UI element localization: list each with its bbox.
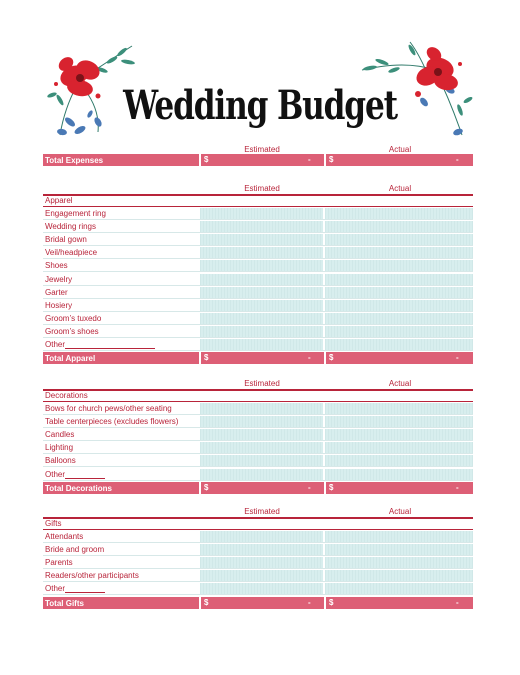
list-item xyxy=(43,299,473,312)
estimated-cell[interactable] xyxy=(200,274,323,285)
estimated-value[interactable]: - xyxy=(308,155,311,164)
actual-value[interactable]: - xyxy=(456,598,459,607)
item-label xyxy=(45,545,104,554)
column-header-actual: Actual xyxy=(388,145,412,154)
actual-cell[interactable] xyxy=(325,429,473,440)
item-label-text: Parents xyxy=(45,558,73,567)
row-divider xyxy=(43,271,473,272)
item-label-text: Bridal gown xyxy=(45,235,87,244)
actual-cell[interactable] xyxy=(325,260,473,271)
item-label xyxy=(45,327,99,336)
list-item xyxy=(43,312,473,325)
item-label-text: Lighting xyxy=(45,443,74,452)
item-label xyxy=(45,532,83,541)
list-item xyxy=(43,428,473,441)
column-header-estimated: Estimated xyxy=(244,184,280,193)
total-expenses-label: Total Expenses xyxy=(45,156,104,165)
actual-cell[interactable] xyxy=(325,326,473,337)
item-label xyxy=(45,443,73,452)
estimated-cell[interactable] xyxy=(200,221,323,232)
actual-cell[interactable] xyxy=(325,544,473,555)
column-header-actual: Actual xyxy=(388,507,412,516)
estimated-cell[interactable] xyxy=(200,339,323,350)
item-label-text: Wedding rings xyxy=(45,222,96,231)
item-label xyxy=(45,470,105,479)
item-label-text: Attendants xyxy=(45,532,84,541)
item-label xyxy=(45,430,74,439)
actual-value[interactable]: - xyxy=(456,353,459,362)
actual-cell[interactable] xyxy=(325,339,473,350)
divider xyxy=(324,482,326,494)
section-rule xyxy=(43,194,473,196)
estimated-cell[interactable] xyxy=(200,234,323,245)
estimated-currency: $ xyxy=(204,353,209,362)
section-heading-apparel: Apparel xyxy=(45,196,73,205)
item-label-text: Groom’s shoes xyxy=(45,327,99,336)
item-label xyxy=(45,584,105,593)
row-divider xyxy=(43,480,473,481)
item-label xyxy=(45,571,139,580)
item-label-text: Veil/headpiece xyxy=(45,248,98,257)
item-label xyxy=(45,222,96,231)
actual-currency: $ xyxy=(329,353,334,362)
section-heading-gifts: Gifts xyxy=(45,519,62,528)
write-in-line[interactable] xyxy=(65,472,105,479)
estimated-cell[interactable] xyxy=(200,544,323,555)
divider xyxy=(199,597,201,609)
actual-cell[interactable] xyxy=(325,455,473,466)
actual-cell[interactable] xyxy=(325,221,473,232)
estimated-cell[interactable] xyxy=(200,287,323,298)
item-label-text: Engagement ring xyxy=(45,209,106,218)
estimated-cell[interactable] xyxy=(200,247,323,258)
item-label-text: Bows for church pews/other seating xyxy=(45,404,172,413)
divider xyxy=(199,482,201,494)
item-label-text: Hosiery xyxy=(45,301,73,310)
estimated-value[interactable]: - xyxy=(308,353,311,362)
list-item xyxy=(43,402,473,415)
section-rule xyxy=(43,389,473,391)
actual-cell[interactable] xyxy=(325,208,473,219)
item-label xyxy=(45,404,172,413)
actual-cell[interactable] xyxy=(325,234,473,245)
estimated-cell[interactable] xyxy=(200,326,323,337)
list-item xyxy=(43,415,473,428)
actual-cell[interactable] xyxy=(325,300,473,311)
total-expenses-row xyxy=(43,154,473,166)
estimated-cell[interactable] xyxy=(200,208,323,219)
row-divider xyxy=(43,466,473,467)
actual-cell[interactable] xyxy=(325,416,473,427)
list-item xyxy=(43,273,473,286)
item-label-text: Shoes xyxy=(45,261,68,270)
divider xyxy=(324,352,326,364)
estimated-currency: $ xyxy=(204,483,209,492)
list-item xyxy=(43,468,473,481)
section-heading-decorations: Decorations xyxy=(45,391,88,400)
item-label xyxy=(45,275,72,284)
estimated-cell[interactable] xyxy=(200,455,323,466)
estimated-cell[interactable] xyxy=(200,583,323,594)
write-in-line[interactable] xyxy=(65,342,155,349)
estimated-cell[interactable] xyxy=(200,416,323,427)
list-item xyxy=(43,286,473,299)
item-label xyxy=(45,209,106,218)
actual-cell[interactable] xyxy=(325,247,473,258)
list-item xyxy=(43,530,473,543)
total-row-apparel xyxy=(43,352,473,364)
item-label xyxy=(45,417,178,426)
item-label-text: Readers/other participants xyxy=(45,571,139,580)
divider xyxy=(324,597,326,609)
estimated-cell[interactable] xyxy=(200,570,323,581)
column-header-estimated: Estimated xyxy=(244,507,280,516)
page-title: Wedding Budget xyxy=(123,82,397,129)
list-item xyxy=(43,207,473,220)
total-label: Total Decorations xyxy=(45,484,112,493)
actual-cell[interactable] xyxy=(325,531,473,542)
list-item xyxy=(43,325,473,338)
estimated-cell[interactable] xyxy=(200,260,323,271)
column-header-actual: Actual xyxy=(388,184,412,193)
actual-cell[interactable] xyxy=(325,469,473,480)
divider xyxy=(199,352,201,364)
list-item xyxy=(43,582,473,595)
actual-cell[interactable] xyxy=(325,583,473,594)
actual-value[interactable]: - xyxy=(456,483,459,492)
list-item xyxy=(43,246,473,259)
actual-value[interactable]: - xyxy=(456,155,459,164)
column-header-estimated: Estimated xyxy=(244,145,280,154)
item-label xyxy=(45,558,73,567)
section-rule xyxy=(43,517,473,519)
actual-currency: $ xyxy=(329,155,334,164)
actual-cell[interactable] xyxy=(325,403,473,414)
divider xyxy=(324,154,326,166)
item-label-text: Other xyxy=(45,340,66,349)
list-item xyxy=(43,569,473,582)
actual-currency: $ xyxy=(329,483,334,492)
item-label xyxy=(45,248,97,257)
actual-cell[interactable] xyxy=(325,570,473,581)
estimated-cell[interactable] xyxy=(200,429,323,440)
item-label-text: Balloons xyxy=(45,456,76,465)
estimated-cell[interactable] xyxy=(200,531,323,542)
actual-cell[interactable] xyxy=(325,442,473,453)
list-item xyxy=(43,220,473,233)
item-label-text: Jewelry xyxy=(45,275,73,284)
item-label-text: Table centerpieces (excludes flowers) xyxy=(45,417,179,426)
actual-currency: $ xyxy=(329,598,334,607)
estimated-currency: $ xyxy=(204,155,209,164)
item-label xyxy=(45,301,72,310)
estimated-currency: $ xyxy=(204,598,209,607)
estimated-cell[interactable] xyxy=(200,557,323,568)
item-label xyxy=(45,314,101,323)
list-item xyxy=(43,543,473,556)
item-label-text: Bride and groom xyxy=(45,545,105,554)
list-item xyxy=(43,233,473,246)
item-label xyxy=(45,288,68,297)
list-item xyxy=(43,556,473,569)
estimated-cell[interactable] xyxy=(200,313,323,324)
row-divider xyxy=(43,350,473,351)
estimated-cell[interactable] xyxy=(200,469,323,480)
column-header-actual: Actual xyxy=(388,379,412,388)
actual-cell[interactable] xyxy=(325,313,473,324)
divider xyxy=(199,154,201,166)
estimated-value[interactable]: - xyxy=(308,598,311,607)
write-in-line[interactable] xyxy=(65,586,105,593)
item-label xyxy=(45,340,155,349)
item-label xyxy=(45,456,76,465)
item-label-text: Garter xyxy=(45,288,68,297)
column-header-estimated: Estimated xyxy=(244,379,280,388)
actual-cell[interactable] xyxy=(325,557,473,568)
total-row-decorations xyxy=(43,482,473,494)
actual-cell[interactable] xyxy=(325,287,473,298)
total-row-gifts xyxy=(43,597,473,609)
total-label: Total Apparel xyxy=(45,354,96,363)
item-label-text: Groom’s tuxedo xyxy=(45,314,102,323)
estimated-cell[interactable] xyxy=(200,300,323,311)
list-item xyxy=(43,441,473,454)
item-label xyxy=(45,261,68,270)
estimated-value[interactable]: - xyxy=(308,483,311,492)
item-label xyxy=(45,235,87,244)
estimated-cell[interactable] xyxy=(200,442,323,453)
estimated-cell[interactable] xyxy=(200,403,323,414)
total-label: Total Gifts xyxy=(45,599,84,608)
item-label-text: Candles xyxy=(45,430,75,439)
item-label-text: Other xyxy=(45,584,66,593)
item-label-text: Other xyxy=(45,470,66,479)
list-item xyxy=(43,338,473,351)
row-divider xyxy=(43,594,473,595)
list-item xyxy=(43,259,473,272)
list-item xyxy=(43,454,473,467)
actual-cell[interactable] xyxy=(325,274,473,285)
